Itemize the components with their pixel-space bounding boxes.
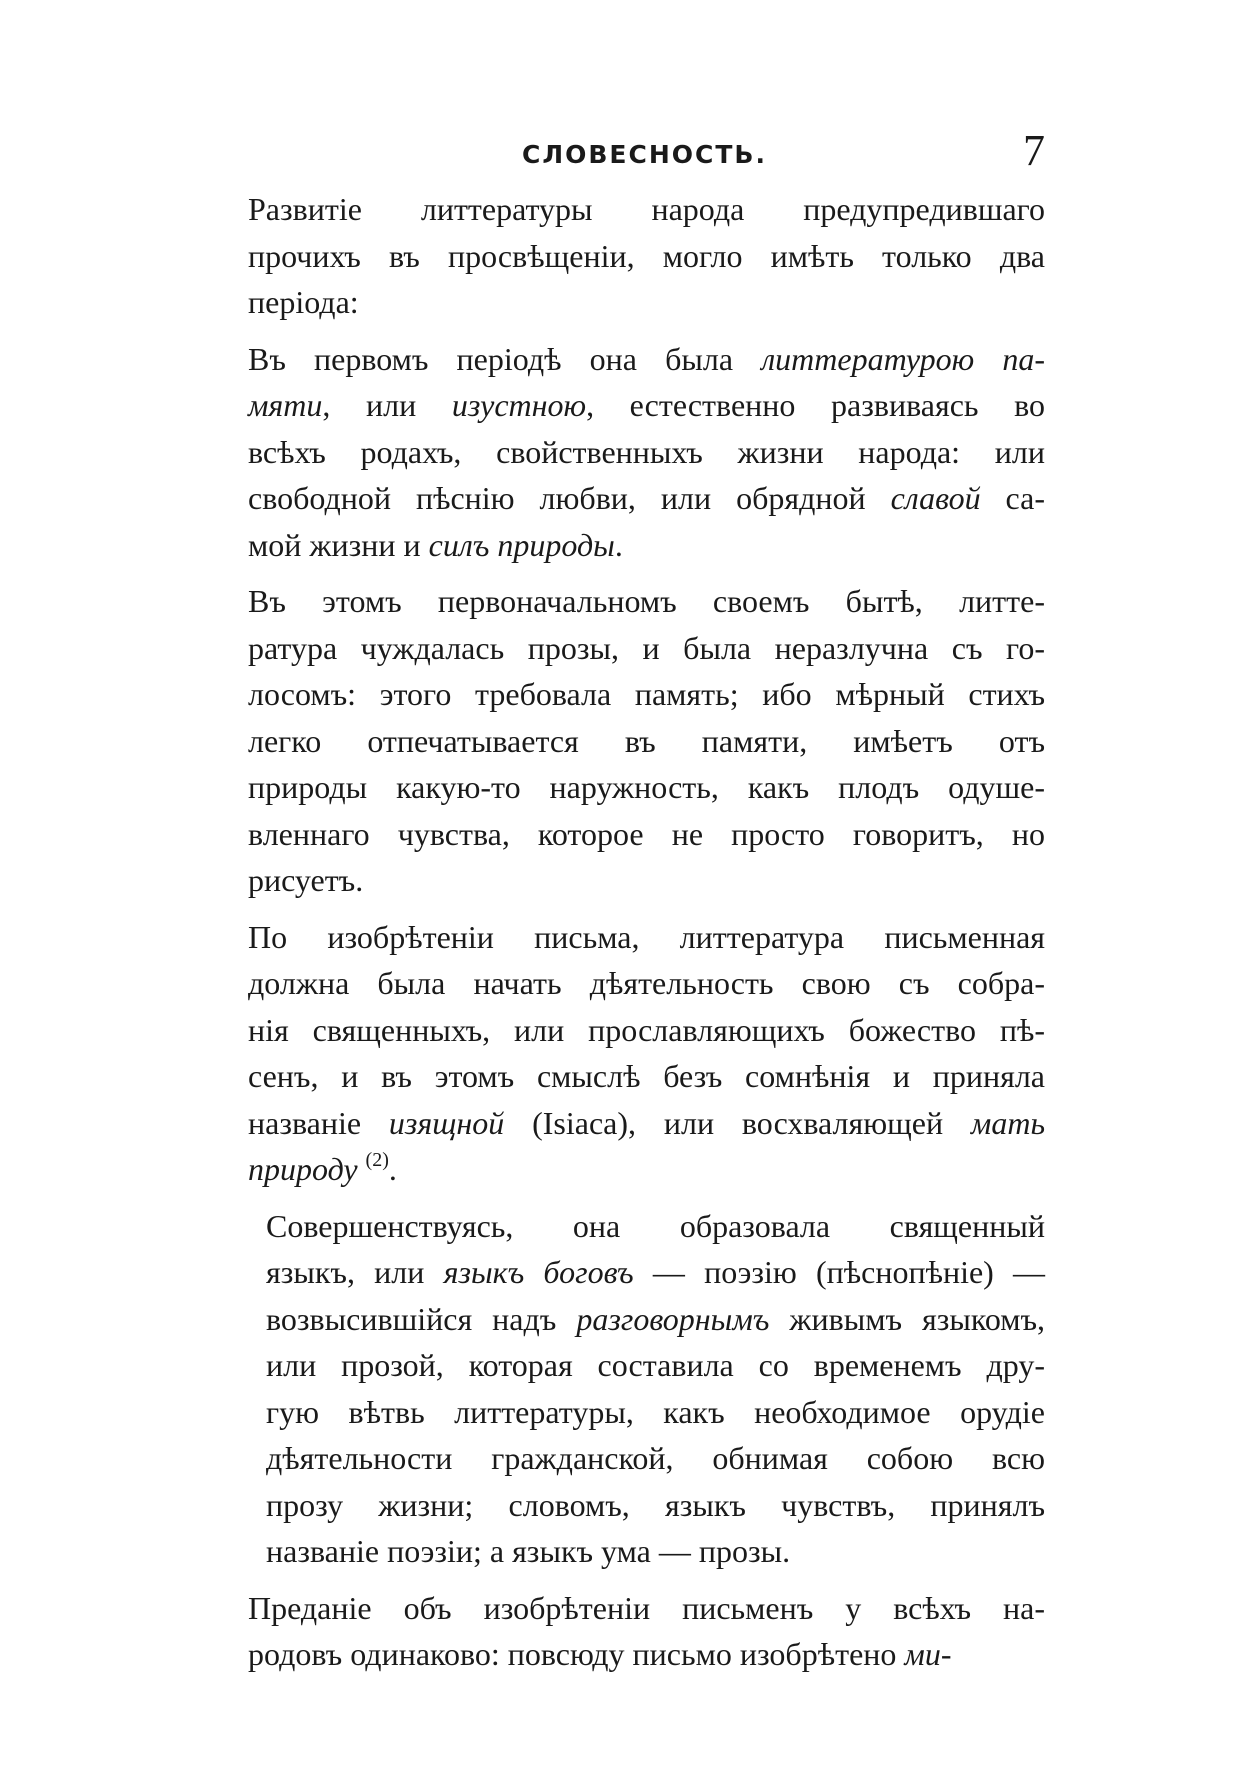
italic-run: силъ природы (428, 526, 615, 563)
text-run: періода: (248, 284, 359, 320)
text-line (210, 857, 1045, 904)
text-line (210, 1146, 1045, 1193)
italic-run: мяти (248, 387, 323, 423)
italic-run: изустною (451, 387, 587, 423)
text-run: возвысившійся надъ (266, 1300, 577, 1337)
italic-run: ми- (904, 1636, 952, 1672)
text-line (210, 1100, 1045, 1147)
text-run: названіе поэзіи; а языкъ ума — прозы. (266, 1533, 791, 1569)
text-line (210, 186, 1045, 233)
text-line (210, 522, 1045, 569)
text-line (210, 718, 1045, 765)
text-line (210, 960, 1045, 1007)
text-run: ратура чуждалась прозы, и была неразлучна съ го- (248, 629, 1045, 666)
italic-run: изящной (388, 1104, 505, 1141)
text-run: Въ этомъ первоначальномъ своемъ бытѣ, литте- (248, 583, 1045, 619)
footnote-ref: (2) (365, 1149, 389, 1171)
text-line (210, 1631, 1045, 1678)
text-run: прозу жизни; словомъ, языкъ чувствъ, принялъ (266, 1486, 1045, 1523)
text-line (210, 1389, 1045, 1436)
italic-run: славой (890, 480, 981, 516)
text-run: Въ первомъ періодѣ она была (248, 340, 762, 377)
italic-run: языкъ боговъ (443, 1254, 634, 1290)
text-run: (Isiaca), или восхваляющей (504, 1104, 971, 1141)
italic-run: природу (248, 1151, 358, 1187)
paragraph (210, 336, 1045, 569)
text-run: мой жизни и (248, 526, 429, 563)
text-run: свободной пѣснію любви, или обрядной (248, 480, 891, 516)
text-line (210, 382, 1045, 429)
text-line (210, 625, 1045, 672)
text-run: Развитіе литтературы народа предупредившаго (248, 191, 1045, 227)
text-run: Преданіе объ изобрѣтеніи письменъ у всѣхъ на- (248, 1589, 1045, 1626)
text-run: вленнаго чувства, которое не просто говоритъ, но (248, 815, 1045, 852)
page-number: 7 (1023, 126, 1045, 175)
paragraph (210, 578, 1045, 904)
text-run: легко отпечатывается въ памяти, имѣетъ отъ (248, 722, 1045, 759)
running-head: СЛОВЕСНОСТЬ. (522, 140, 767, 169)
text-run: , или (322, 387, 452, 423)
text-line (210, 578, 1045, 625)
text-line (210, 1435, 1045, 1482)
text-line (210, 1203, 1045, 1250)
text-run: лосомъ: этого требовала память; ибо мѣрный стихъ (248, 676, 1045, 712)
text-run: языкъ, или (266, 1254, 444, 1290)
text-line (210, 233, 1045, 280)
text-run: Совершенствуясь, она образовала священный (266, 1207, 1045, 1244)
page-header (210, 126, 1045, 182)
text-run (358, 1151, 366, 1187)
text-line (210, 429, 1045, 476)
italic-run: литтературою па- (761, 340, 1046, 377)
text-run: прочихъ въ просвѣщеніи, могло имѣть только два (248, 237, 1045, 274)
italic-run: разговорнымъ (576, 1300, 770, 1337)
paragraph (210, 1585, 1045, 1678)
text-run: По изобрѣтеніи письма, литтература письменная (248, 918, 1045, 955)
text-run: должна была начать дѣятельность свою съ собра- (248, 965, 1045, 1001)
text-line (210, 279, 1045, 326)
text-run: родовъ одинаково: повсюду письмо изобрѣтено (248, 1636, 905, 1672)
text-line (210, 1482, 1045, 1529)
text-run: рисуетъ. (248, 862, 364, 898)
text-run: . (388, 1151, 397, 1187)
text-run: названіе (248, 1104, 389, 1141)
text-line (210, 1296, 1045, 1343)
text-line (210, 1249, 1045, 1296)
body-text (210, 186, 1045, 1688)
text-run: живымъ языкомъ, (769, 1300, 1045, 1337)
text-run: , естественно развиваясь во (586, 387, 1046, 423)
text-run: всѣхъ родахъ, свойственныхъ жизни народа: или (248, 433, 1045, 470)
text-line (210, 475, 1045, 522)
text-line (210, 1585, 1045, 1632)
text-line (210, 336, 1045, 383)
text-line (210, 1342, 1045, 1389)
text-run: природы какую-то наружность, какъ плодъ одуше- (248, 769, 1045, 805)
text-run: — поэзію (пѣснопѣніе) — (633, 1254, 1046, 1290)
text-run: или прозой, которая составила со временемъ дру- (266, 1347, 1045, 1383)
paragraph (210, 186, 1045, 326)
text-line (210, 1528, 1045, 1575)
text-run: . (614, 526, 623, 563)
text-run: дѣятельности гражданской, обнимая собою всю (266, 1440, 1045, 1476)
text-line (210, 764, 1045, 811)
text-line (210, 811, 1045, 858)
text-run: гую вѣтвь литтературы, какъ необходимое орудіе (266, 1393, 1045, 1430)
text-line (210, 1007, 1045, 1054)
paragraph (210, 1203, 1045, 1575)
text-run: нія священныхъ, или прославляющихъ божество пѣ- (248, 1011, 1045, 1048)
text-run: са- (980, 480, 1046, 516)
text-line (210, 1053, 1045, 1100)
paragraph (210, 914, 1045, 1193)
italic-run: мать (970, 1104, 1046, 1141)
text-line (210, 914, 1045, 961)
text-run: сенъ, и въ этомъ смыслѣ безъ сомнѣнія и приняла (248, 1058, 1045, 1094)
text-line (210, 671, 1045, 718)
